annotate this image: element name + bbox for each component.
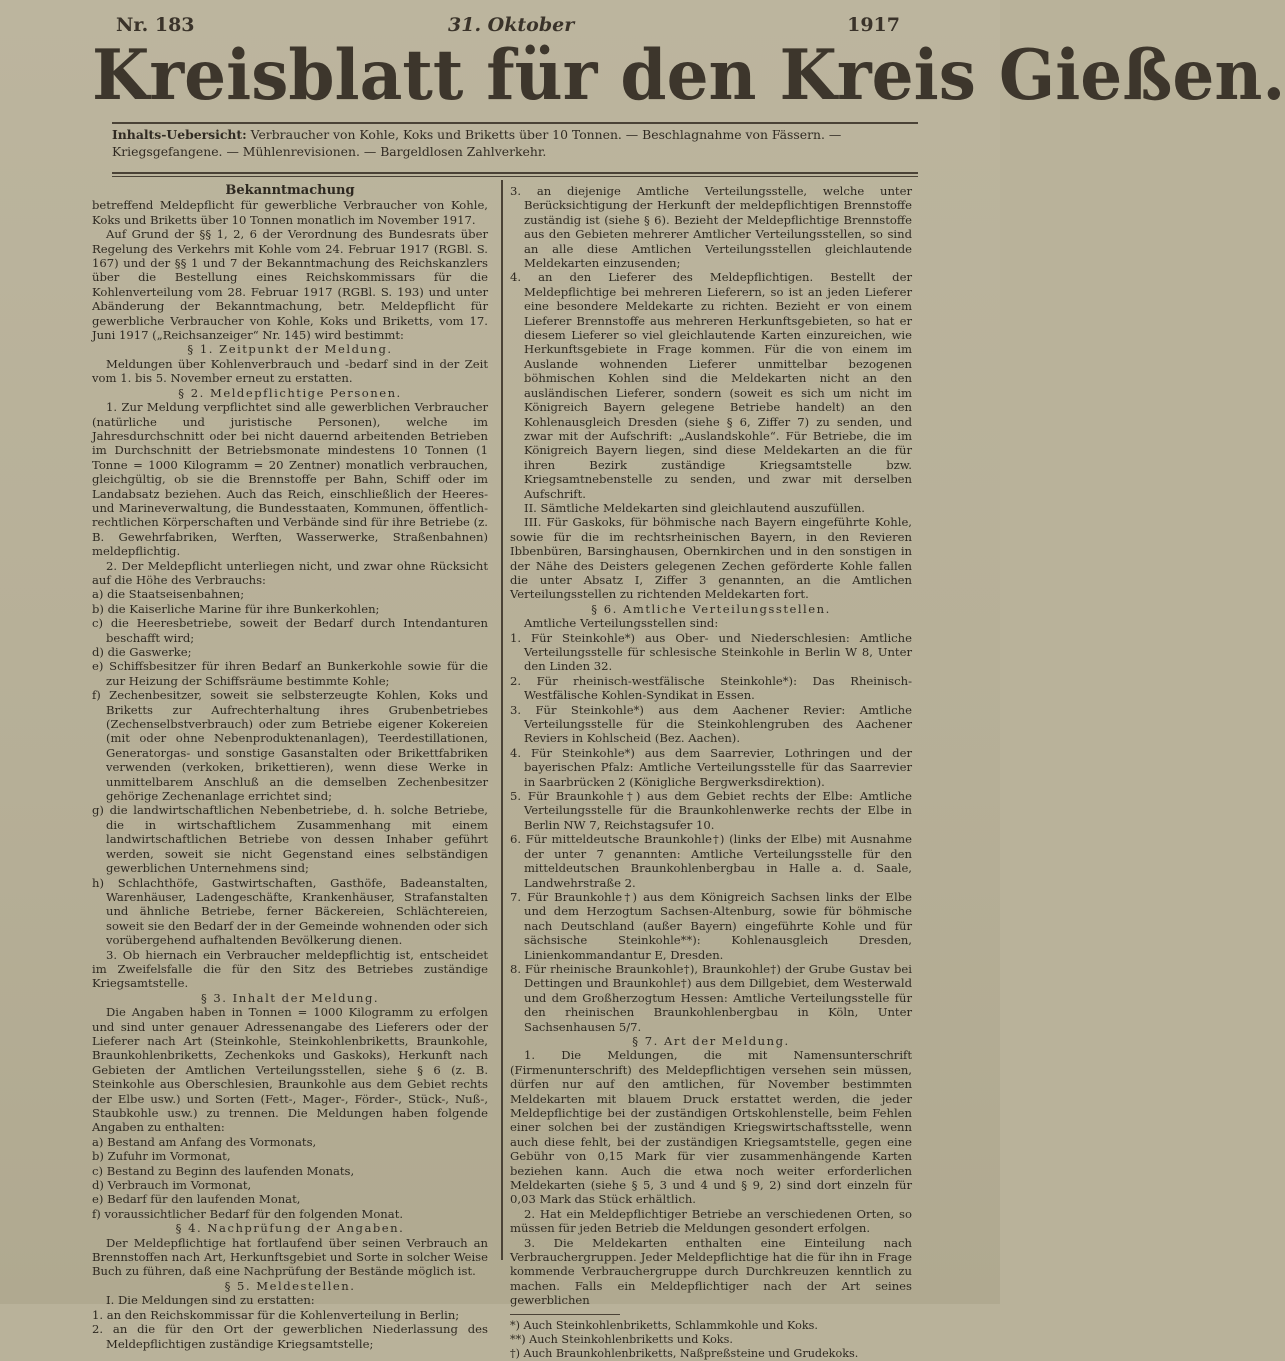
rule-below-toc: [112, 172, 918, 174]
right-column: [510, 184, 912, 1361]
list-item: 2. Für rheinisch-westfälische Steinkohle*): Das Rheinisch-Westfälische Kohlen-Syndikat in Essen.: [510, 673, 912, 703]
list-item: 1. Für Steinkohle*) aus Ober- und Niederschlesien: Amtliche Verteilungsstelle für schlesische Steinkohle in Berlin W 8, Unter den Linden 32.: [510, 630, 912, 674]
list-item: 4. an den Lieferer des Meldepflichtigen. Bestellt der Meldepflichtige bei mehreren Lieferern, so ist an jeden Lieferer eine besondere Meldekarte zu richten. Bezieht er von einem Lieferer Brennstoffe aus mehreren Herkunftsgebieten, so hat er diesem Lieferer so viel gleichlautende Karten einzureichen, wie Herkunftsgebiete in Frage kommen. Für die von einem im Auslande wohnenden Lieferer unmittelbar bezogenen böhmischen Kohlen sind die Meldekarten nicht an den ausländischen Lieferer, sondern (soweit es sich um nicht im Königreich Bayern gelegene Betriebe handelt) an den Kohlenausgleich Dresden (siehe § 6, Ziffer 7) zu senden, und zwar mit der Aufschrift: „Auslandskohle“. Für Betriebe, die im Königreich Bayern liegen, sind diese Meldekarten an die für ihren Bezirk zuständige Kriegsamtstelle bzw. Kriegsamtnebenstelle zu senden, und zwar mit derselben Aufschrift.: [510, 270, 912, 501]
notice-heading: Bekanntmachung: [225, 183, 355, 198]
footnote-rule: [510, 1314, 620, 1315]
list-item: g) die landwirtschaftlichen Nebenbetriebe, d. h. solche Betriebe, die in wirtschaftlichem Zusammenhang mit einem landwirtschaftlichen Betriebe von dessen Inhaber geführt werden, soweit sie nicht Gegenstand eines selbständigen gewerblichen Unternehmens sind;: [92, 803, 488, 876]
section-2-title: § 2. Meldepflichtige Personen.: [178, 385, 402, 400]
list-item: 2. an die für den Ort der gewerblichen Niederlassung des Meldepflichtigen zuständige Kriegsamtstelle;: [92, 1322, 488, 1351]
section-5-title: § 5. Meldestellen.: [224, 1278, 356, 1293]
footnote: *) Auch Steinkohlenbriketts, Schlammkohle und Koks.: [510, 1318, 818, 1332]
toc-text: Verbraucher von Kohle, Koks und Briketts über 10 Tonnen. — Beschlagnahme von Fässern. — Kriegsgefangene. — Mühlenrevisionen. — Bargeldlosen Zahlverkehr.: [112, 127, 842, 159]
section-6-list: [510, 631, 912, 1034]
section-7-title: § 7. Art der Meldung.: [632, 1033, 790, 1048]
list-item: e) Schiffsbesitzer für ihren Bedarf an Bunkerkohle sowie für die zur Heizung der Schiffsräume bestimmte Kohle;: [92, 659, 488, 688]
list-item: 3. an diejenige Amtliche Verteilungsstelle, welche unter Berücksichtigung der Herkunft der meldepflichtigen Brennstoffe zuständig ist (siehe § 6). Bezieht der Meldepflichtige Brennstoffe aus den Gebieten mehrerer Amtlicher Verteilungsstellen, so sind an alle diese Amtlichen Verteilungsstellen gleichlautende Meldekarten einzusenden;: [510, 184, 912, 271]
issue-date: 31. Oktober: [448, 14, 575, 36]
list-item: 7. Für Braunkohle†) aus dem Königreich Sachsen links der Elbe und dem Herzogtum Sachsen-Altenburg, sowie für böhmische nach Deutschland (außer Bayern) eingeführte Kohle und für sächsische Steinkohle**): Kohlenausgleich Dresden, Linienkommandantur E, Dresden.: [510, 889, 912, 962]
section-7-para-1: 1. Die Meldungen, die mit Namensunterschrift (Firmenunterschrift) des Meldepflichtigen versehen sein müssen, dürfen nur auf den amtlichen, für November bestimmten Meldekarten mit blauem Druck erstattet werden, die jeder Meldepflichtige bei der zuständigen Ortskohlenstelle, beim Fehlen einer solchen bei der zuständigen Kriegswirtschaftsstelle, wenn auch diese fehlt, bei der zuständigen Kriegsamtstelle, gegen eine Gebühr von 0,15 Mark für vier zusammenhängende Karten beziehen kann. Auch die etwa noch weiter erforderlichen Meldekarten (siehe § 5, 3 und 4 und § 9, 2) sind dort einzeln für 0,03 Mark das Stück erhältlich.: [510, 1048, 912, 1207]
section-3-title: § 3. Inhalt der Meldung.: [200, 990, 380, 1005]
section-4-text: Der Meldepflichtige hat fortlaufend über seinen Verbrauch an Brennstoffen nach Art, Herkunftsgebiet und Sorte in solcher Weise Buch zu führen, daß eine Nachprüfung der Bestände möglich ist.: [92, 1235, 488, 1279]
footnote: †) Auch Braunkohlenbriketts, Naßpreßsteine und Grudekoks.: [510, 1346, 859, 1360]
section-5-para-3: III. Für Gaskoks, für böhmische nach Bayern eingeführte Kohle, sowie für die im rechtsrheinischen Bayern, in den Revieren Ibbenbüren, Barsinghausen, Obernkirchen und in den sonstigen in der Nähe des Deisters gelegenen Zechen geförderte Kohle fallen die unter Absatz I, Ziffer 3 genannten, an die Amtlichen Verteilungsstellen zu richtenden Meldekarten fort.: [510, 515, 912, 602]
left-column: [92, 184, 488, 1351]
section-1-text: Meldungen über Kohlenverbrauch und -bedarf sind in der Zeit vom 1. bis 5. November erneut zu erstatten.: [92, 356, 488, 386]
list-item: d) Verbrauch im Vormonat,: [92, 1178, 252, 1193]
list-item: h) Schlachthöfe, Gastwirtschaften, Gasthöfe, Badeanstalten, Warenhäuser, Ladengeschäfte, Krankenhäuser, Strafanstalten und ähnliche Betriebe, ferner Bäckereien, Schlächtereien, soweit sie den Bedarf der in der Gemeinde wohnenden oder sich vorübergehend aufhaltenden Bevölkerung dienen.: [92, 875, 488, 948]
list-item: 5. Für Braunkohle†) aus dem Gebiet rechts der Elbe: Amtliche Verteilungsstelle für die Braunkohlenwerke rechts der Elbe in Berlin NW 7, Reichstagsufer 10.: [510, 789, 912, 832]
section-5-para-2: II. Sämtliche Meldekarten sind gleichlautend auszufüllen.: [524, 500, 865, 515]
section-1-title: § 1. Zeitpunkt der Meldung.: [187, 342, 393, 357]
section-2-para-2: 2. Der Meldepflicht unterliegen nicht, und zwar ohne Rücksicht auf die Höhe des Verbrauchs:: [92, 558, 488, 587]
section-5-text: I. Die Meldungen sind zu erstatten:: [106, 1293, 315, 1308]
list-item: c) die Heeresbetriebe, soweit der Bedarf durch Intendanturen beschafft wird;: [92, 616, 488, 645]
section-7-para-3: 3. Die Meldekarten enthalten eine Einteilung nach Verbrauchergruppen. Jeder Meldepflichtige hat die für ihn in Frage kommende Verbrauchergruppe durch Durchkreuzen kenntlich zu machen. Falls ein Meldepflichtiger nach der Art seines gewerblichen: [510, 1235, 912, 1308]
list-item: f) Zechenbesitzer, soweit sie selbsterzeugte Kohlen, Koks und Briketts zur Aufrechterhaltung ihres Grubenbetriebes (Zechenselbstverbrauch) oder zum Betriebe eigener Kokereien (mit oder ohne Nebenproduktenanlagen), Teerdestillationen, Generatorgas- und sonstige Gasanstalten oder Brikettfabriken verwenden (verkoken, brikettieren), wenn diese Werke in unmittelbarem Anschluß an die demselben Zechenbesitzer gehörige Zechenanlage errichtet sind;: [92, 688, 488, 804]
notice-intro: Auf Grund der §§ 1, 2, 6 der Verordnung des Bundesrats über Regelung des Verkehrs mit Kohle vom 24. Februar 1917 (RGBl. S. 167) und der §§ 1 und 7 der Bekanntmachung des Reichskanzlers über die Bestellung eines Reichskommissars für die Kohlenverteilung vom 28. Februar 1917 (RGBl. S. 193) und unter Abänderung der Bekanntmachung, betr. Meldepflicht für gewerbliche Verbraucher von Kohle, Koks und Briketts, vom 17. Juni 1917 („Reichsanzeiger“ Nr. 145) wird bestimmt:: [92, 227, 488, 343]
list-item: a) die Staatseisenbahnen;: [92, 587, 245, 602]
section-3-text: Die Angaben haben in Tonnen = 1000 Kilogramm zu erfolgen und sind unter genauer Adressenangabe des Lieferers oder der Lieferer nach Art (Steinkohle, Steinkohlenbriketts, Braunkohle, Braunkohlenbriketts, Zechenkoks und Gaskoks), Herkunft nach Gebieten der Amtlichen Verteilungsstellen, siehe § 6 (z. B. Steinkohle aus Oberschlesien, Braunkohle aus dem Gebiet rechts der Elbe usw.) und Sorten (Fett-, Mager-, Förder-, Stück-, Nuß-, Staubkohle usw.) zu trennen. Die Meldungen haben folgende Angaben zu enthalten:: [92, 1005, 488, 1135]
issue-number: Nr. 183: [116, 14, 195, 36]
table-of-contents: [112, 126, 922, 160]
footnote: **) Auch Steinkohlenbriketts und Koks.: [510, 1332, 733, 1346]
list-item: 4. Für Steinkohle*) aus dem Saarrevier, Lothringen und der bayerischen Pfalz: Amtliche Verteilungsstelle für das Saarrevier in Saarbrücken 2 (Königliche Bergwerksdirektion).: [510, 745, 912, 789]
notice-subheading: betreffend Meldepflicht für gewerbliche Verbraucher von Kohle, Koks und Briketts über 10 Tonnen monatlich im November 1917.: [92, 198, 488, 227]
section-4-title: § 4. Nachprüfung der Angaben.: [175, 1221, 405, 1236]
list-item: 3. Für Steinkohle*) aus dem Aachener Revier: Amtliche Verteilungsstelle für die Steinkohlengruben des Aachener Reviers in Kohlscheid (Bez. Aachen).: [510, 702, 912, 746]
section-3-list: [92, 1135, 488, 1221]
list-item: 1. an den Reichskommissar für die Kohlenverteilung in Berlin;: [92, 1307, 460, 1322]
issue-year: 1917: [847, 14, 900, 36]
section-2-para-3: 3. Ob hiernach ein Verbraucher meldepflichtig ist, entscheidet im Zweifelsfalle die für den Sitz des Betriebes zuständige Kriegsamtstelle.: [92, 947, 488, 991]
list-item: b) die Kaiserliche Marine für ihre Bunkerkohlen;: [92, 601, 380, 616]
list-item: a) Bestand am Anfang des Vormonats,: [92, 1134, 317, 1149]
list-item: b) Zufuhr im Vormonat,: [92, 1149, 231, 1164]
list-item: d) die Gaswerke;: [92, 645, 192, 659]
section-6-title: § 6. Amtliche Verteilungsstellen.: [591, 601, 831, 616]
section-7-para-2: 2. Hat ein Meldepflichtiger Betriebe an verschiedenen Orten, so müssen für jeden Betrieb die Meldungen gesondert erfolgen.: [510, 1206, 912, 1236]
list-item: 6. Für mitteldeutsche Braunkohle†) (links der Elbe) mit Ausnahme der unter 7 genannten: Amtliche Verteilungsstelle für den mitteldeutschen Braunkohlenbergbau in Halle a. d. Saale, Landwehrstraße 2.: [510, 832, 912, 890]
section-2-list: [92, 587, 488, 947]
toc-label: Inhalts-Uebersicht:: [112, 127, 247, 142]
column-divider: [501, 180, 503, 1260]
list-item: c) Bestand zu Beginn des laufenden Monats,: [92, 1163, 355, 1178]
list-item: f) voraussichtlicher Bedarf für den folgenden Monat.: [92, 1206, 404, 1221]
section-6-intro: Amtliche Verteilungsstellen sind:: [524, 616, 719, 631]
list-item: e) Bedarf für den laufenden Monat,: [92, 1192, 301, 1207]
list-item: 8. Für rheinische Braunkohle†), Braunkohle†) der Grube Gustav bei Dettingen und Braunkohle†) aus dem Dillgebiet, dem Westerwald und dem Großherzogtum Hessen: Amtliche Verteilungsstelle für den rheinischen Braunkohlenbergbau in Köln, Unter Sachsenhausen 5/7.: [510, 961, 912, 1034]
rule-below-toc-thin: [112, 176, 918, 177]
section-2-para-1: 1. Zur Meldung verpflichtet sind alle gewerblichen Verbraucher (natürliche und juristische Personen), welche im Jahresdurchschnitt oder bei nicht dauernd arbeitenden Betrieben im Durchschnitt der Betriebsmonate mindestens 10 Tonnen (1 Tonne = 1000 Kilogramm = 20 Zentner) monatlich verbrauchen, gleichgültig, ob sie die Brennstoffe per Bahn, Schiff oder im Landabsatz beziehen. Auch das Reich, einschließlich der Heeres- und Marineverwaltung, die Bundesstaaten, Kommunen, öffentlich-rechtlichen Körperschaften und Verbände sind für ihre Betriebe (z. B. Gewehrfabriken, Werften, Wasserwerke, Straßenbahnen) meldepflichtig.: [92, 400, 488, 559]
rule-top: [112, 122, 918, 124]
newspaper-title: Kreisblatt für den Kreis Gießen.: [92, 34, 1285, 116]
